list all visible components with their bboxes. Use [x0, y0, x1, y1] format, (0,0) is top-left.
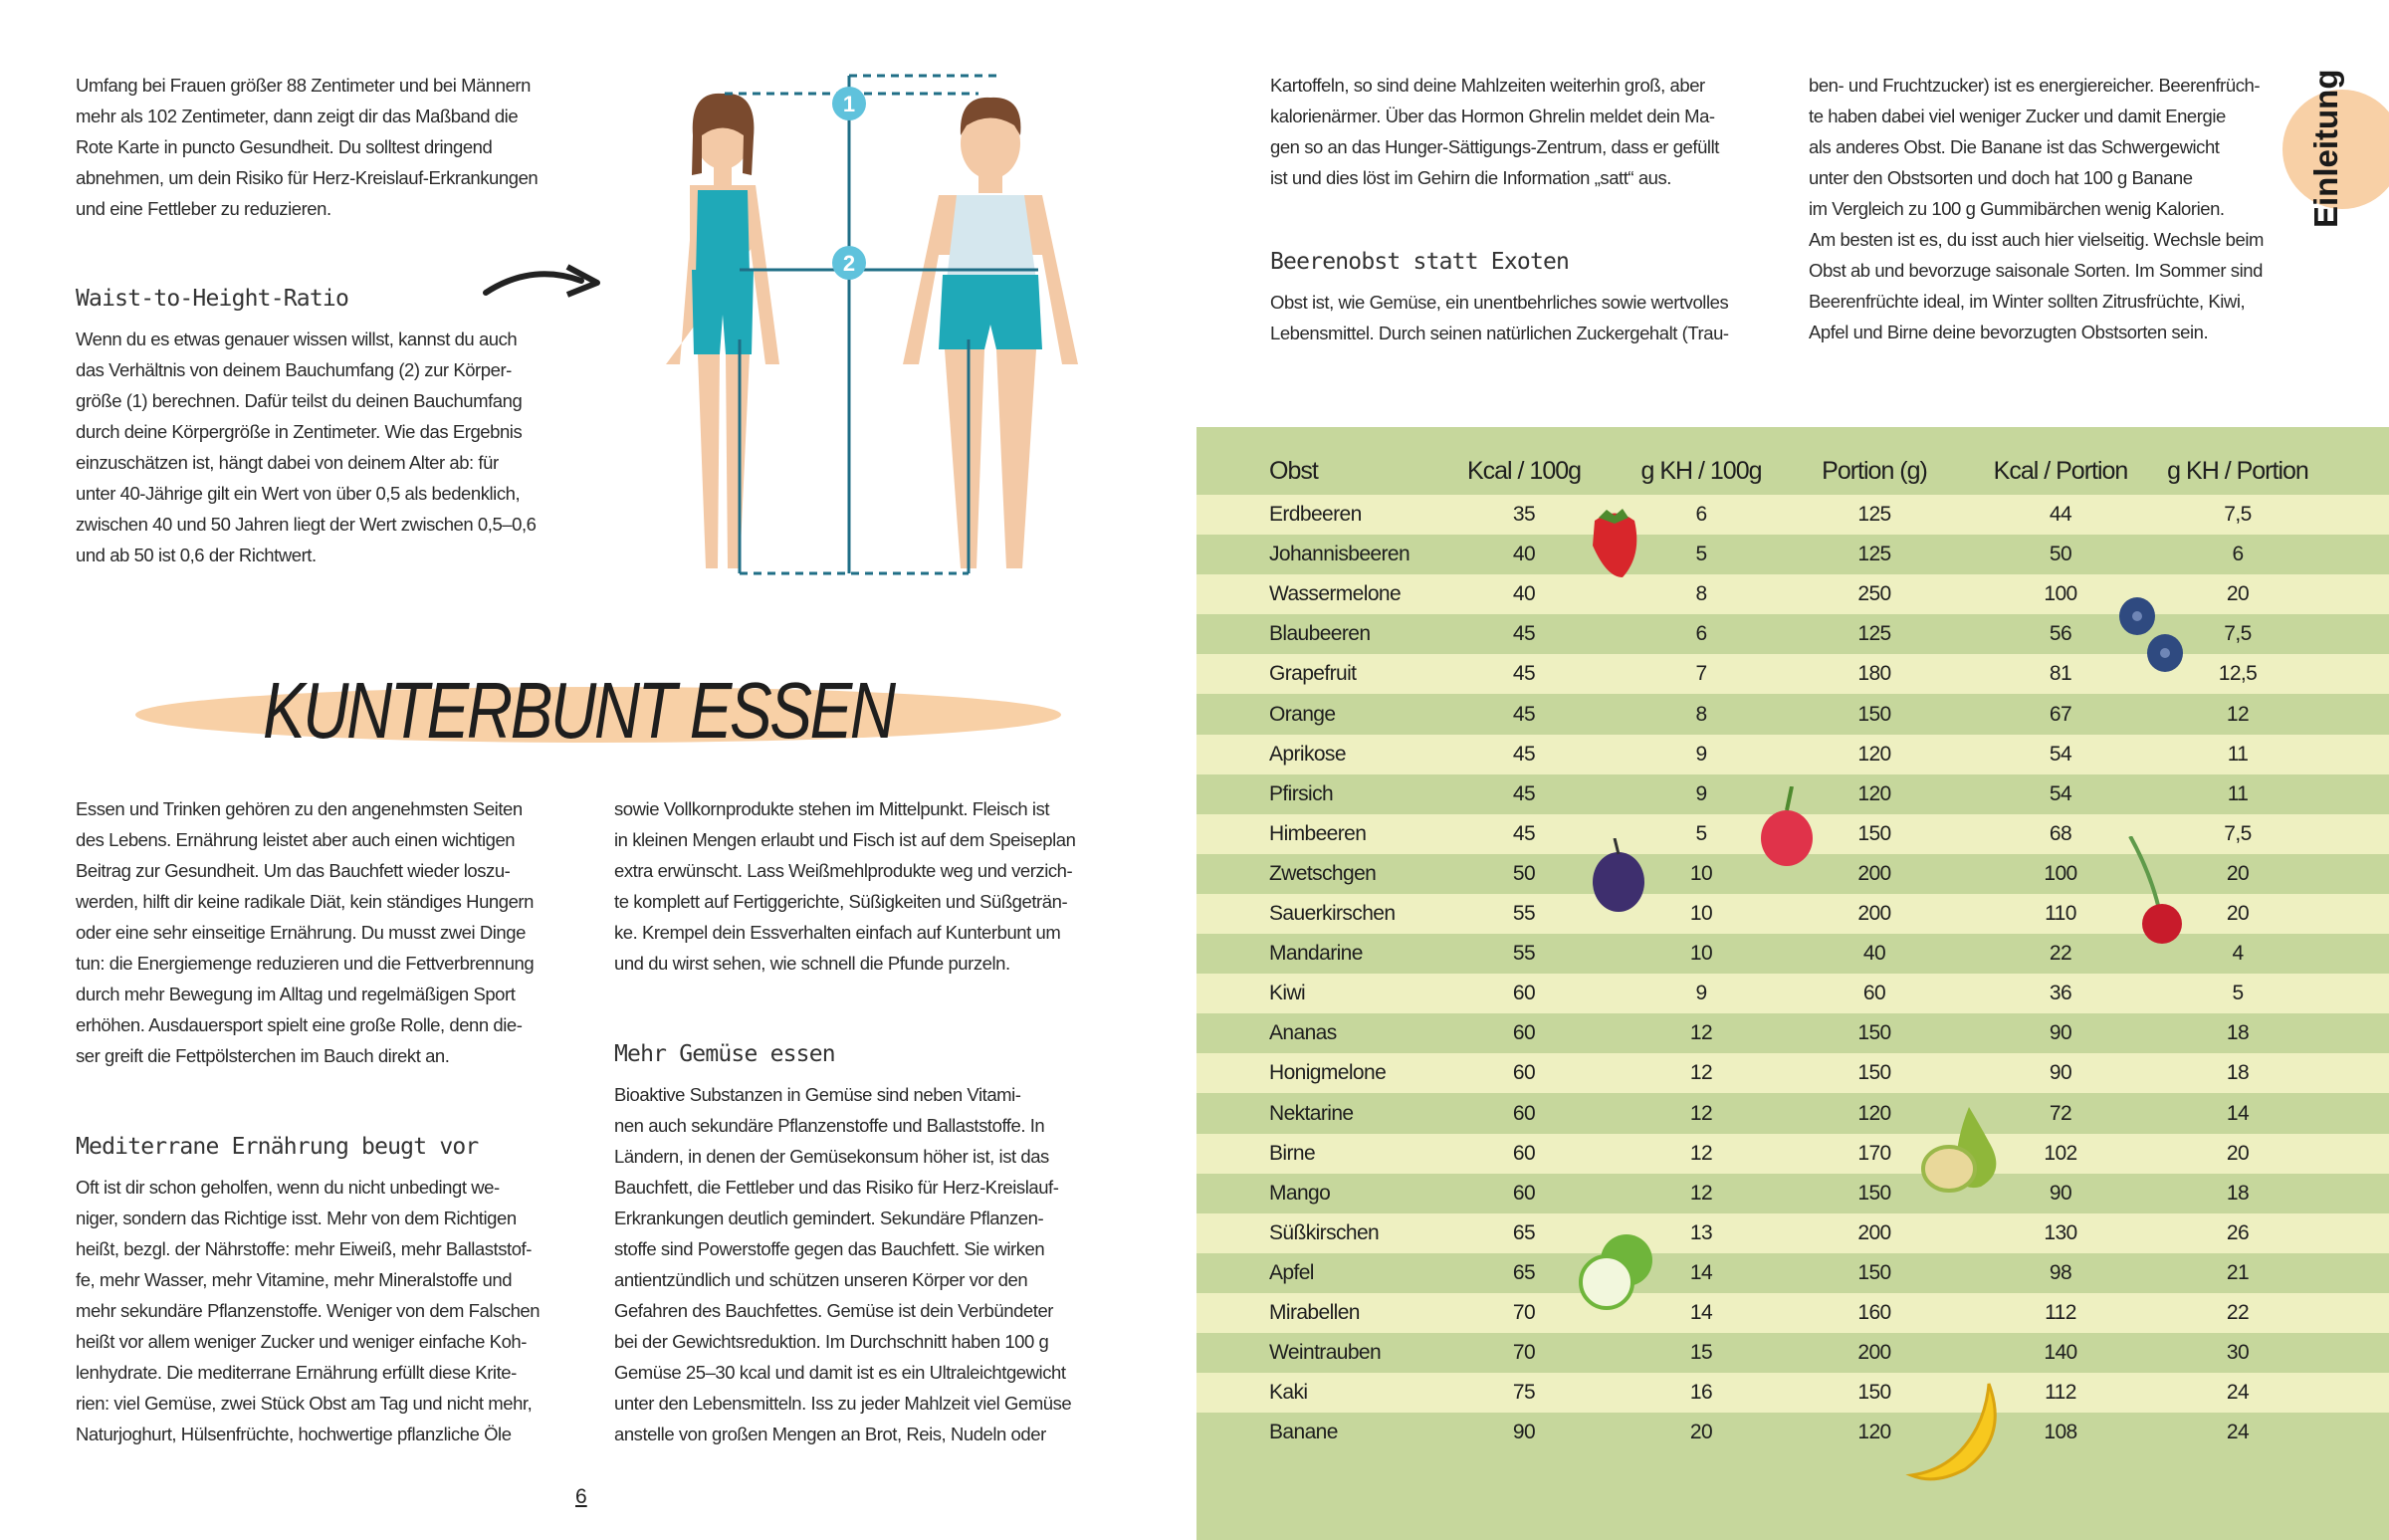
value-cell: 45: [1512, 781, 1536, 805]
column-header: g KH / Portion: [2167, 457, 2308, 485]
fruit-name-cell: Apfel: [1269, 1260, 1314, 1284]
text-line: ist und dies löst im Gehirn die Information „satt“ aus.: [1270, 167, 1671, 188]
fruit-name-cell: Johannisbeeren: [1269, 543, 1411, 566]
fruit-name-cell: Honigmelone: [1269, 1061, 1387, 1085]
value-cell: 7,5: [2224, 503, 2252, 526]
value-cell: 60: [1862, 982, 1886, 1005]
value-cell: 120: [1857, 781, 1891, 805]
banana-icon: [1905, 1378, 2015, 1487]
arrow-icon: [482, 261, 603, 301]
mediterrane-paragraph: [76, 1172, 540, 1449]
text-line: antientzündlich und schützen unseren Körper vor den: [614, 1269, 1028, 1290]
text-line: lenhydrate. Die mediterrane Ernährung erfüllt diese Krite-: [76, 1362, 517, 1383]
strawberry-icon: [1585, 506, 1644, 580]
right-col2-paragraph: [1809, 70, 2264, 347]
value-cell: 20: [2226, 582, 2250, 606]
body-measurement-figure: [640, 66, 1098, 583]
text-line: Rote Karte in puncto Gesundheit. Du solltest dringend: [76, 136, 493, 157]
table-header-row: [1196, 447, 2389, 495]
value-cell: 102: [2044, 1141, 2077, 1165]
raspberry-icon: [1754, 786, 1824, 868]
text-line: stoffe sind Powerstoffe gegen das Bauchfett. Sie wirken: [614, 1238, 1045, 1259]
text-line: Naturjoghurt, Hülsenfrüchte, hochwertige pflanzliche Öle: [76, 1424, 512, 1444]
text-line: unter den Lebensmitteln. Iss zu jeder Mahlzeit viel Gemüse: [614, 1393, 1072, 1414]
text-line: te komplett auf Fertiggerichte, Süßigkeiten und Süßgeträn-: [614, 891, 1068, 912]
text-line: heißt vor allem weniger Zucker und weniger einfache Koh-: [76, 1331, 527, 1352]
value-cell: 90: [2049, 1181, 2072, 1205]
table-row: [1196, 654, 2389, 694]
value-cell: 45: [1512, 702, 1536, 726]
fruit-name-cell: Himbeeren: [1269, 821, 1367, 845]
text-line: zwischen 40 und 50 Jahren liegt der Wert zwischen 0,5–0,6: [76, 514, 537, 535]
text-line: mehr sekundäre Pflanzenstoffe. Weniger von dem Falschen: [76, 1300, 541, 1321]
value-cell: 56: [2049, 622, 2072, 646]
table-row: [1196, 1013, 2389, 1053]
text-line: Lebensmittel. Durch seinen natürlichen Zuckergehalt (Trau-: [1270, 323, 1729, 343]
text-line: abnehmen, um dein Risiko für Herz-Kreislauf-Erkrankungen: [76, 167, 539, 188]
text-line: erhöhen. Ausdauersport spielt eine große Rolle, denn die-: [76, 1014, 523, 1035]
value-cell: 9: [1695, 781, 1707, 805]
intro-paragraph: [76, 70, 538, 224]
value-cell: 130: [2044, 1220, 2077, 1244]
fruit-name-cell: Süßkirschen: [1269, 1220, 1380, 1244]
beerenobst-paragraph: [1270, 287, 1729, 348]
value-cell: 5: [1695, 821, 1707, 845]
value-cell: 120: [1857, 1421, 1891, 1444]
intro-col1-paragraph: [76, 793, 534, 1071]
fruit-name-cell: Erdbeeren: [1269, 503, 1362, 526]
table-row: [1196, 695, 2389, 735]
table-row: [1196, 1213, 2389, 1253]
value-cell: 45: [1512, 622, 1536, 646]
fruit-name-cell: Grapefruit: [1269, 662, 1357, 686]
value-cell: 14: [2226, 1101, 2250, 1125]
text-line: rien: viel Gemüse, zwei Stück Obst am Tag und nicht mehr,: [76, 1393, 533, 1414]
fruit-name-cell: Mirabellen: [1269, 1301, 1360, 1324]
table-row: [1196, 735, 2389, 774]
value-cell: 200: [1857, 902, 1891, 925]
text-line: Umfang bei Frauen größer 88 Zentimeter und bei Männern: [76, 75, 531, 96]
column-header: Kcal / 100g: [1466, 457, 1582, 485]
value-cell: 35: [1512, 503, 1536, 526]
text-line: extra erwünscht. Lass Weißmehlprodukte weg und verzich-: [614, 860, 1073, 881]
text-line: Gemüse 25–30 kcal und damit ist es ein Ultraleichtgewicht: [614, 1362, 1066, 1383]
column-header: g KH / 100g: [1640, 457, 1762, 485]
title-text: KUNTERBUNT ESSEN: [263, 666, 894, 755]
fruit-name-cell: Weintrauben: [1269, 1341, 1382, 1365]
fruit-name-cell: Mango: [1269, 1181, 1331, 1205]
text-line: anstelle von großen Mengen an Brot, Reis, Nudeln oder: [614, 1424, 1046, 1444]
value-cell: 54: [2049, 742, 2072, 766]
value-cell: 14: [1689, 1301, 1713, 1324]
text-line: tun: die Energiemenge reduzieren und die Fettverbrennung: [76, 953, 535, 974]
heading-gemuese: Mehr Gemüse essen: [614, 1041, 835, 1067]
value-cell: 60: [1512, 1181, 1536, 1205]
value-cell: 170: [1857, 1141, 1891, 1165]
fruit-nutrition-table: [1196, 427, 2389, 1540]
text-line: Wenn du es etwas genauer wissen willst, kannst du auch: [76, 329, 518, 349]
value-cell: 12: [1689, 1181, 1713, 1205]
value-cell: 200: [1857, 1220, 1891, 1244]
text-line: Apfel und Birne deine bevorzugten Obstsorten sein.: [1809, 322, 2209, 342]
value-cell: 10: [1689, 861, 1713, 885]
value-cell: 9: [1695, 742, 1707, 766]
value-cell: 180: [1857, 662, 1891, 686]
value-cell: 65: [1512, 1260, 1536, 1284]
value-cell: 108: [2044, 1421, 2077, 1444]
value-cell: 50: [2049, 543, 2072, 566]
value-cell: 60: [1512, 1021, 1536, 1045]
blueberries-icon: [2115, 591, 2185, 676]
value-cell: 112: [2045, 1301, 2076, 1324]
text-line: im Vergleich zu 100 g Gummibärchen wenig Kalorien.: [1809, 198, 2225, 219]
value-cell: 100: [2044, 861, 2077, 885]
value-cell: 12: [1689, 1101, 1713, 1125]
value-cell: 120: [1857, 1101, 1891, 1125]
value-cell: 65: [1512, 1220, 1536, 1244]
value-cell: 112: [2045, 1381, 2076, 1405]
text-line: heißt, bezgl. der Nährstoffe: mehr Eiweiß, mehr Ballaststof-: [76, 1238, 532, 1259]
value-cell: 140: [2044, 1341, 2077, 1365]
fruit-name-cell: Sauerkirschen: [1269, 902, 1396, 925]
table-row: [1196, 1373, 2389, 1413]
whtr-paragraph: [76, 324, 537, 570]
text-line: Beitrag zur Gesundheit. Um das Bauchfett wieder loszu-: [76, 860, 511, 881]
value-cell: 36: [2049, 982, 2072, 1005]
cherry-icon: [2122, 836, 2192, 946]
gemuese-paragraph: [614, 1079, 1071, 1449]
pear-icon: [1919, 1097, 2009, 1197]
value-cell: 90: [2049, 1061, 2072, 1085]
text-line: des Lebens. Ernährung leistet aber auch einen wichtigen: [76, 829, 516, 850]
table-row: [1196, 1094, 2389, 1134]
col2-paragraph: [614, 793, 1075, 979]
fruit-name-cell: Blaubeeren: [1269, 622, 1371, 646]
fruit-name-cell: Orange: [1269, 702, 1336, 726]
value-cell: 7,5: [2224, 622, 2252, 646]
text-line: oder eine sehr einseitige Ernährung. Du musst zwei Dinge: [76, 922, 526, 943]
value-cell: 14: [1689, 1260, 1713, 1284]
text-line: Ländern, in denen der Gemüsekonsum höher ist, ist das: [614, 1146, 1049, 1167]
value-cell: 125: [1857, 543, 1891, 566]
fruit-name-cell: Kaki: [1269, 1381, 1308, 1405]
column-header: Portion (g): [1822, 457, 1927, 485]
table-row: [1196, 535, 2389, 574]
text-line: werden, hilft dir keine radikale Diät, kein ständiges Hungern: [76, 891, 534, 912]
table-row: [1196, 1174, 2389, 1213]
value-cell: 98: [2049, 1260, 2072, 1284]
value-cell: 150: [1857, 1061, 1891, 1085]
value-cell: 68: [2049, 821, 2072, 845]
value-cell: 60: [1512, 1061, 1536, 1085]
value-cell: 6: [1695, 622, 1707, 646]
table-row: [1196, 1053, 2389, 1093]
fruit-name-cell: Birne: [1269, 1141, 1316, 1165]
value-cell: 26: [2226, 1220, 2250, 1244]
value-cell: 70: [1512, 1341, 1536, 1365]
value-cell: 120: [1857, 742, 1891, 766]
table-row: [1196, 894, 2389, 934]
text-line: bei der Gewichtsreduktion. Im Durchschnitt haben 100 g: [614, 1331, 1049, 1352]
text-line: Obst ab und bevorzuge saisonale Sorten. Im Sommer sind: [1809, 260, 2263, 281]
right-col1-paragraph: [1270, 70, 1719, 193]
text-line: te haben dabei viel weniger Zucker und damit Energie: [1809, 106, 2226, 126]
heading-waist-to-height: Waist-to-Height-Ratio: [76, 286, 348, 312]
woman-figure: [666, 94, 779, 568]
text-line: Obst ist, wie Gemüse, ein unentbehrliches sowie wertvolles: [1270, 292, 1729, 313]
value-cell: 12: [1689, 1141, 1713, 1165]
text-line: fe, mehr Wasser, mehr Vitamine, mehr Mineralstoffe und: [76, 1269, 513, 1290]
value-cell: 5: [2232, 982, 2244, 1005]
text-line: und du wirst sehen, wie schnell die Pfunde purzeln.: [614, 953, 1010, 974]
fruit-name-cell: Ananas: [1269, 1021, 1337, 1045]
value-cell: 15: [1689, 1341, 1713, 1365]
text-line: und ab 50 ist 0,6 der Richtwert.: [76, 545, 317, 565]
heading-beerenobst: Beerenobst statt Exoten: [1270, 249, 1570, 275]
text-line: niger, sondern das Richtige isst. Mehr von dem Richtigen: [76, 1208, 517, 1228]
value-cell: 54: [2049, 781, 2072, 805]
value-cell: 45: [1512, 742, 1536, 766]
value-cell: 125: [1857, 503, 1891, 526]
text-line: größe (1) berechnen. Dafür teilst du deinen Bauchumfang: [76, 390, 523, 411]
value-cell: 55: [1512, 942, 1536, 966]
section-title: [135, 665, 1061, 755]
value-cell: 20: [1689, 1421, 1713, 1444]
value-cell: 67: [2049, 702, 2072, 726]
text-line: Erkrankungen deutlich gemindert. Sekundäre Pflanzen-: [614, 1208, 1044, 1228]
text-line: Beerenfrüchte ideal, im Winter sollten Zitrusfrüchte, Kiwi,: [1809, 291, 2246, 312]
value-cell: 40: [1862, 942, 1886, 966]
text-line: das Verhältnis von deinem Bauchumfang (2) zur Körper-: [76, 359, 512, 380]
value-cell: 75: [1512, 1381, 1536, 1405]
table-row: [1196, 1134, 2389, 1174]
text-line: Am besten ist es, du isst auch hier vielseitig. Wechsle beim: [1809, 229, 2264, 250]
value-cell: 45: [1512, 821, 1536, 845]
value-cell: 20: [2226, 861, 2250, 885]
value-cell: 150: [1857, 1260, 1891, 1284]
value-cell: 125: [1857, 622, 1891, 646]
value-cell: 21: [2226, 1260, 2250, 1284]
text-line: Kartoffeln, so sind deine Mahlzeiten weiterhin groß, aber: [1270, 75, 1705, 96]
fruit-name-cell: Banane: [1269, 1421, 1338, 1444]
value-cell: 4: [2232, 942, 2244, 966]
column-header: Obst: [1269, 457, 1318, 485]
value-cell: 81: [2049, 662, 2072, 686]
table-row: [1196, 614, 2389, 654]
value-cell: 11: [2227, 742, 2249, 766]
man-figure: [903, 98, 1078, 568]
value-cell: 72: [2049, 1101, 2072, 1125]
text-line: ke. Krempel dein Essverhalten einfach auf Kunterbunt um: [614, 922, 1061, 943]
text-line: unter 40-Jährige gilt ein Wert von über 0,5 als bedenklich,: [76, 483, 521, 504]
table-row: [1196, 1253, 2389, 1293]
value-cell: 10: [1689, 902, 1713, 925]
page-number: 6: [575, 1485, 587, 1508]
value-cell: 150: [1857, 1381, 1891, 1405]
table-row: [1196, 1293, 2389, 1333]
value-cell: 9: [1695, 982, 1707, 1005]
value-cell: 150: [1857, 702, 1891, 726]
heading-mediterrane: Mediterrane Ernährung beugt vor: [76, 1134, 479, 1160]
value-cell: 7,5: [2224, 821, 2252, 845]
column-header: Kcal / Portion: [1993, 457, 2128, 485]
table-row: [1196, 495, 2389, 535]
text-line: als anderes Obst. Die Banane ist das Schwergewicht: [1809, 136, 2220, 157]
value-cell: 12: [2226, 702, 2250, 726]
text-line: und eine Fettleber zu reduzieren.: [76, 198, 331, 219]
table-row: [1196, 574, 2389, 614]
text-line: Essen und Trinken gehören zu den angenehmsten Seiten: [76, 798, 523, 819]
text-line: kalorienärmer. Über das Hormon Ghrelin meldet dein Ma-: [1270, 106, 1715, 126]
value-cell: 8: [1695, 702, 1707, 726]
text-line: Oft ist dir schon geholfen, wenn du nicht unbedingt we-: [76, 1177, 500, 1198]
value-cell: 40: [1512, 582, 1536, 606]
text-line: ben- und Fruchtzucker) ist es energiereicher. Beerenfrüch-: [1809, 75, 2261, 96]
value-cell: 8: [1695, 582, 1707, 606]
fruit-name-cell: Nektarine: [1269, 1101, 1354, 1125]
text-line: Bioaktive Substanzen in Gemüse sind neben Vitami-: [614, 1084, 1021, 1105]
plum-icon: [1589, 838, 1648, 914]
table-row: [1196, 974, 2389, 1013]
label-height: 1: [842, 92, 856, 116]
value-cell: 40: [1512, 543, 1536, 566]
value-cell: 18: [2226, 1181, 2250, 1205]
fruit-name-cell: Mandarine: [1269, 942, 1363, 966]
value-cell: 200: [1857, 861, 1891, 885]
value-cell: 11: [2227, 781, 2249, 805]
value-cell: 18: [2226, 1061, 2250, 1085]
value-cell: 90: [2049, 1021, 2072, 1045]
text-line: nen auch sekundäre Pflanzenstoffe und Ballaststoffe. In: [614, 1115, 1045, 1136]
text-line: durch mehr Bewegung im Alltag und regelmäßigen Sport: [76, 984, 516, 1004]
text-line: Bauchfett, die Fettleber und das Risiko für Herz-Kreislauf-: [614, 1177, 1059, 1198]
apple-icon: [1575, 1224, 1654, 1314]
fruit-name-cell: Zwetschgen: [1269, 861, 1377, 885]
text-line: Gefahren des Bauchfettes. Gemüse ist dein Verbündeter: [614, 1300, 1053, 1321]
value-cell: 6: [1695, 503, 1707, 526]
value-cell: 150: [1857, 1181, 1891, 1205]
value-cell: 18: [2226, 1021, 2250, 1045]
value-cell: 70: [1512, 1301, 1536, 1324]
table-row: [1196, 934, 2389, 974]
value-cell: 30: [2226, 1341, 2250, 1365]
value-cell: 10: [1689, 942, 1713, 966]
value-cell: 60: [1512, 1141, 1536, 1165]
value-cell: 150: [1857, 1021, 1891, 1045]
value-cell: 200: [1857, 1341, 1891, 1365]
value-cell: 60: [1512, 1101, 1536, 1125]
text-line: gen so an das Hunger-Sättigungs-Zentrum, dass er gefüllt: [1270, 136, 1719, 157]
table-row: [1196, 1333, 2389, 1373]
value-cell: 45: [1512, 662, 1536, 686]
value-cell: 6: [2232, 543, 2244, 566]
text-line: sowie Vollkornprodukte stehen im Mittelpunkt. Fleisch ist: [614, 798, 1050, 819]
text-line: mehr als 102 Zentimeter, dann zeigt dir das Maßband die: [76, 106, 519, 126]
value-cell: 13: [1689, 1220, 1713, 1244]
fruit-name-cell: Wassermelone: [1269, 582, 1402, 606]
value-cell: 20: [2226, 902, 2250, 925]
label-waist: 2: [842, 251, 856, 276]
value-cell: 250: [1857, 582, 1891, 606]
fruit-name-cell: Pfirsich: [1269, 781, 1334, 805]
fruit-name-cell: Aprikose: [1269, 742, 1346, 766]
value-cell: 55: [1512, 902, 1536, 925]
text-line: ser greift die Fettpölsterchen im Bauch direkt an.: [76, 1045, 450, 1066]
value-cell: 100: [2044, 582, 2077, 606]
value-cell: 22: [2226, 1301, 2250, 1324]
value-cell: 5: [1695, 543, 1707, 566]
value-cell: 20: [2226, 1141, 2250, 1165]
value-cell: 60: [1512, 982, 1536, 1005]
value-cell: 24: [2226, 1381, 2250, 1405]
value-cell: 160: [1857, 1301, 1891, 1324]
table-row: [1196, 1413, 2389, 1452]
value-cell: 16: [1689, 1381, 1713, 1405]
value-cell: 12,5: [2218, 662, 2258, 686]
fruit-name-cell: Kiwi: [1269, 982, 1306, 1005]
value-cell: 44: [2049, 503, 2072, 526]
value-cell: 22: [2049, 942, 2072, 966]
text-line: in kleinen Mengen erlaubt und Fisch ist auf dem Speiseplan: [614, 829, 1076, 850]
value-cell: 12: [1689, 1061, 1713, 1085]
value-cell: 12: [1689, 1021, 1713, 1045]
value-cell: 7: [1695, 662, 1707, 686]
text-line: einzuschätzen ist, hängt dabei von deinem Alter ab: für: [76, 452, 499, 473]
value-cell: 150: [1857, 821, 1891, 845]
text-line: unter den Obstsorten und doch hat 100 g Banane: [1809, 167, 2193, 188]
value-cell: 50: [1512, 861, 1536, 885]
value-cell: 24: [2226, 1421, 2250, 1444]
value-cell: 110: [2045, 902, 2076, 925]
text-line: durch deine Körpergröße in Zentimeter. Wie das Ergebnis: [76, 421, 523, 442]
value-cell: 90: [1512, 1421, 1536, 1444]
section-tab-label: Einleitung: [2307, 69, 2344, 228]
